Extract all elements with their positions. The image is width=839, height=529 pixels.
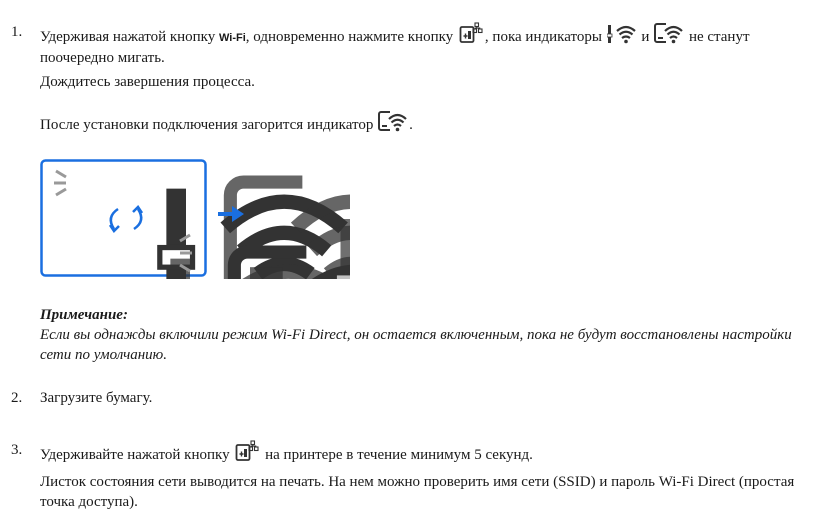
note-text: Если вы однажды включили режим Wi-Fi Direct, он остается включенным, пока не будут восстановлены настройки сети по умолчанию.: [40, 327, 792, 363]
step-2-text: Загрузите бумагу.: [40, 390, 153, 406]
wifi-direct-indicator-icon: [378, 110, 408, 132]
note-title: Примечание:: [40, 307, 128, 323]
step-number: 3.: [11, 442, 23, 458]
step-3: [11, 440, 825, 465]
step-3-text: Удерживайте нажатой кнопку на принтере в течение минимум 5 секунд.: [40, 440, 825, 465]
step-number: 1.: [11, 24, 23, 40]
wifi-direct-indicator-icon: [654, 22, 684, 44]
indicator-blink-diagram: [40, 159, 350, 279]
network-status-button-icon: [234, 440, 260, 462]
wifi-indicator-icon: [607, 22, 637, 44]
step-1: [11, 22, 825, 68]
note: [40, 305, 825, 365]
step-number: 2.: [11, 390, 23, 406]
step-3-result-text: Листок состояния сети выводится на печать. На нем можно проверить имя сети (SSID) и пароль Wi-Fi Direct (простая точка доступа).: [40, 474, 795, 510]
network-status-button-icon: [458, 22, 484, 44]
wifi-key-label: Wi-Fi: [219, 32, 246, 44]
step-1-connected-text: После установки подключения загорится индикатор .: [40, 110, 825, 135]
step-2: [11, 388, 825, 408]
step-1-text: Удерживая нажатой кнопку Wi-Fi, одновременно нажмите кнопку , пока индикаторы и не станут поочередно мигать.: [40, 22, 825, 68]
step-1-wait-text: Дождитесь завершения процесса.: [40, 74, 255, 90]
